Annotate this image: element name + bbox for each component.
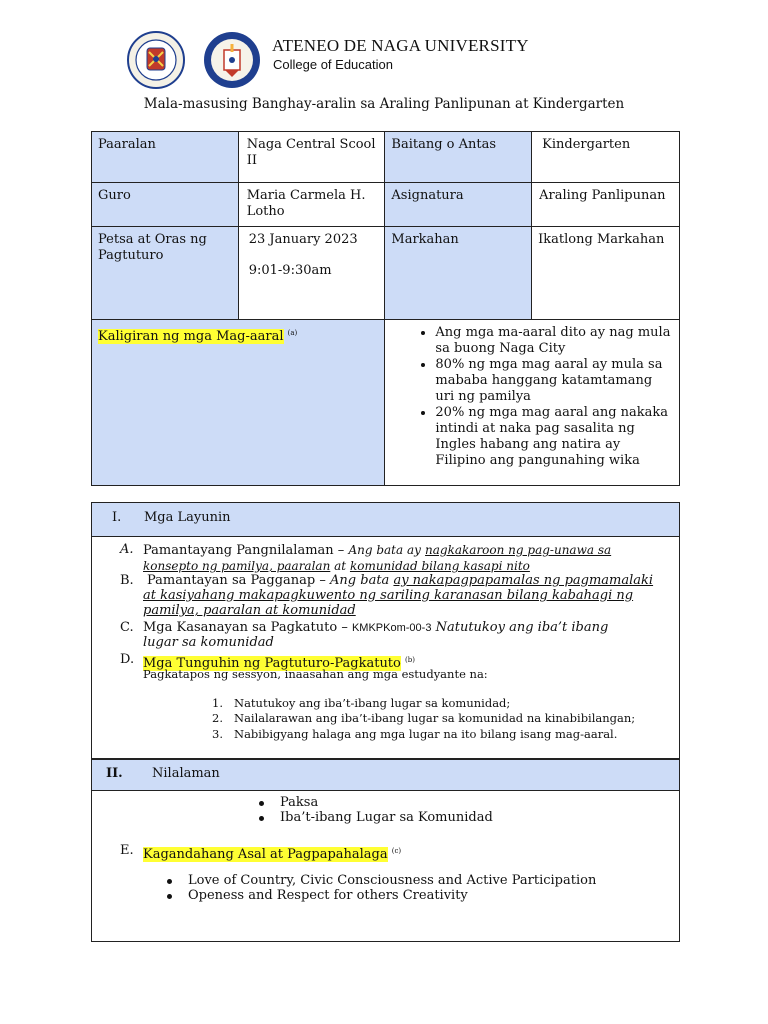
markahan-value: Ikatlong Markahan	[532, 227, 680, 320]
list-item: Paksa	[280, 795, 319, 810]
section-number: I.	[112, 510, 122, 525]
item-d-footnote: (b)	[405, 656, 415, 664]
college-of-education-seal-logo	[196, 30, 268, 90]
petsa-time: 9:01-9:30am	[248, 263, 332, 278]
bullet	[167, 894, 172, 899]
section-title: Nilalaman	[152, 766, 220, 781]
item-e-footnote: (c)	[391, 847, 402, 855]
paaralan-label: Paaralan	[92, 132, 239, 183]
guro-value: Maria Carmela H. Lotho	[238, 183, 385, 227]
item-a-line1: Pamantayang Pangnilalaman – Ang bata ay nagkakaroon ng pag-unawa sa	[143, 543, 612, 558]
university-name: ATENEO DE NAGA UNIVERSITY	[272, 36, 529, 55]
guro-label: Guro	[92, 183, 239, 227]
kaligiran-footnote: (a)	[287, 329, 298, 337]
kaligiran-cell	[92, 320, 385, 486]
list-item: Openess and Respect for others Creativity	[188, 888, 468, 903]
list-item: • Ang mga ma-aaral dito ay nag mula sa buong Naga City	[435, 325, 673, 357]
item-b-line3: pamilya, paaralan at komunidad	[143, 603, 356, 618]
item-d-marker: D.	[120, 652, 135, 667]
kaligiran-label: Kaligiran ng mga Mag-aaral	[98, 329, 284, 345]
college-name: College of Education	[273, 57, 393, 72]
kaligiran-details	[385, 320, 680, 486]
item-d-label: Mga Tunguhin ng Pagtuturo-Pagkatuto	[143, 656, 401, 672]
item-e-line	[143, 843, 401, 863]
item-a-label: Pamantayang Pangnilalaman –	[143, 543, 345, 558]
petsa-value	[238, 227, 385, 320]
item-b-label: Pamantayan sa Pagganap –	[147, 573, 326, 588]
list-item: Natutukoy ang iba’t-ibang lugar sa komunidad;	[234, 696, 511, 710]
item-b-line1: Pamantayan sa Pagganap – Ang bata ay nakapagpapamalas ng pagmamalaki	[147, 573, 654, 588]
lesson-info-table	[91, 131, 680, 486]
list-item: Nabibigyang halaga ang mga lugar na ito bilang isang mag-aaral.	[234, 727, 618, 741]
item-b-marker: B.	[120, 573, 134, 588]
item-c-marker: C.	[120, 620, 134, 635]
item-c-line1: Mga Kasanayan sa Pagkatuto – KMKPKom-00-3 Natutukoy ang iba’t ibang	[143, 620, 609, 635]
paaralan-value: Naga Central Scool II	[238, 132, 385, 183]
item-c-line2: lugar sa komunidad	[143, 635, 274, 650]
item-a-marker: A.	[120, 542, 134, 557]
asignatura-label: Asignatura	[385, 183, 532, 227]
item-d-intro: Pagkatapos ng sessyon, inaasahan ang mga estudyante na:	[143, 667, 488, 681]
item-e-label: Kagandahang Asal at Pagpapahalaga	[143, 847, 388, 863]
section-number: II.	[106, 766, 123, 781]
list-item: Iba’t-ibang Lugar sa Komunidad	[280, 810, 493, 825]
baitang-label: Baitang o Antas	[385, 132, 532, 183]
item-b-line2: at kasiyahang makapagkuwento ng sariling karanasan bilang kabahagi ng	[143, 588, 634, 603]
item-a-line2: konsepto ng pamilya, paaralan at komunidad bilang kasapi nito	[143, 559, 530, 573]
document-title: Mala-masusing Banghay-aralin sa Araling Panlipunan at Kindergarten	[143, 96, 625, 112]
ateneo-seal-logo	[117, 30, 195, 90]
list-item: Nailalarawan ang iba’t-ibang lugar sa komunidad na kinabibilangan;	[234, 711, 636, 725]
item-e-marker: E.	[120, 843, 134, 858]
markahan-label: Markahan	[385, 227, 532, 320]
asignatura-value: Araling Panlipunan	[532, 183, 680, 227]
list-item: • 80% ng mga mag aaral ay mula sa mababa hanggang katamtamang uri ng pamilya	[435, 357, 673, 405]
section-layunin-header	[91, 502, 680, 537]
list-item: • 20% ng mga mag aaral ang nakaka intindi at naka pag sasalita ng Ingles habang ang natira ay Filipino ang pangunahing wika	[435, 405, 673, 469]
bullet	[259, 816, 264, 821]
list-number: 1.	[212, 696, 223, 710]
list-item: Love of Country, Civic Consciousness and Active Participation	[188, 873, 597, 888]
bullet	[167, 879, 172, 884]
list-number: 2.	[212, 711, 223, 725]
kaligiran-list	[391, 325, 673, 469]
list-number: 3.	[212, 727, 223, 741]
petsa-label: Petsa at Oras ng Pagtuturo	[92, 227, 239, 320]
section-nilalaman-header	[91, 759, 680, 791]
bullet	[259, 801, 264, 806]
petsa-date: 23 January 2023	[248, 232, 358, 247]
section-title: Mga Layunin	[144, 510, 231, 525]
competency-code: KMKPKom-00-3	[351, 622, 432, 634]
item-c-label: Mga Kasanayan sa Pagkatuto –	[143, 620, 348, 635]
baitang-value: Kindergarten	[532, 132, 680, 183]
